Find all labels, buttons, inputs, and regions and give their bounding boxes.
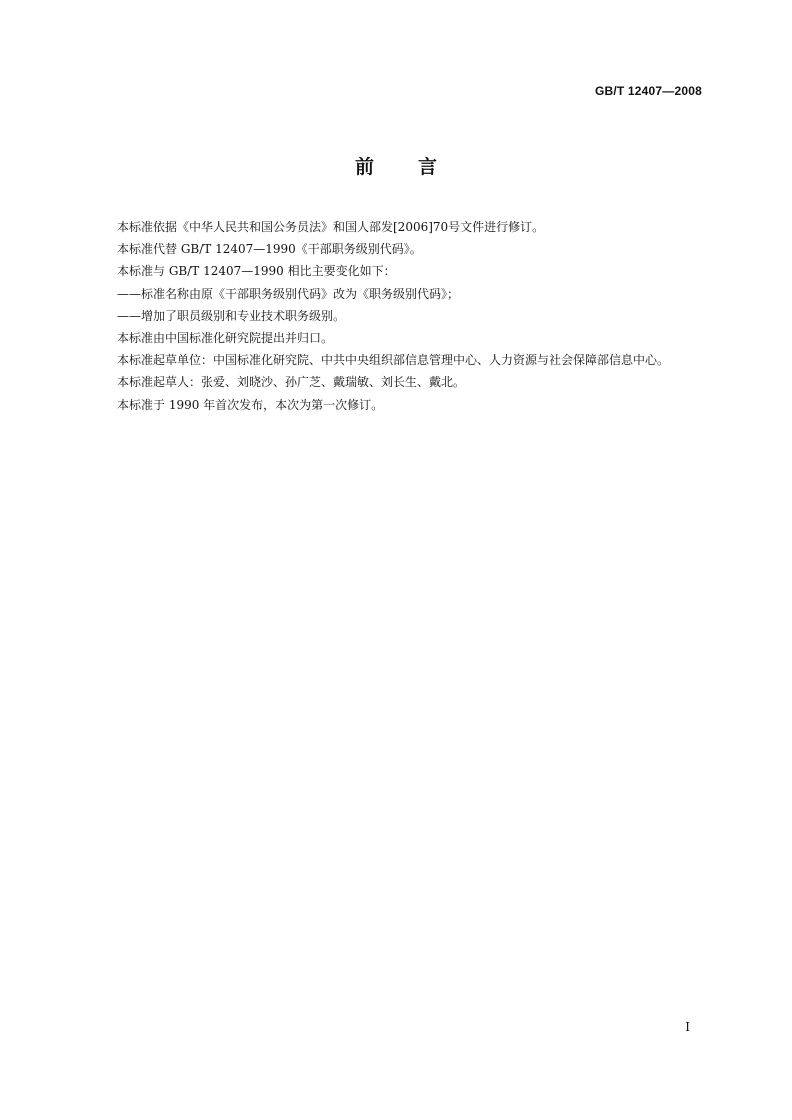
change-item-name: ——标准名称由原《干部职务级别代码》改为《职务级别代码》； — [117, 286, 460, 301]
paragraph-drafting-units: 本标准起草单位：中国标准化研究院、中共中央组织部信息管理中心、人力资源与社会保障部信息中心。 — [117, 353, 670, 368]
page-number: I — [685, 1020, 690, 1034]
foreword-body — [91, 216, 703, 416]
title-char-1: 前 — [354, 156, 374, 178]
page-title — [0, 152, 792, 179]
title-char-2: 言 — [418, 156, 438, 178]
paragraph-basis: 本标准依据《中华人民共和国公务员法》和国人部发[2006]70号文件进行修订。 — [117, 220, 545, 234]
paragraph-history: 本标准于 1990 年首次发布，本次为第一次修订。 — [117, 397, 384, 412]
paragraph-proposer: 本标准由中国标准化研究院提出并归口。 — [117, 331, 334, 346]
paragraph-replaces: 本标准代替 GB/T 12407—1990《干部职务级别代码》。 — [117, 242, 422, 257]
change-item-levels: ——增加了职员级别和专业技术职务级别。 — [117, 308, 346, 323]
standard-code: GB/T 12407—2008 — [594, 84, 702, 98]
paragraph-changes-intro: 本标准与 GB/T 12407—1990 相比主要变化如下： — [117, 264, 396, 279]
paragraph-drafters: 本标准起草人：张爱、刘晓沙、孙广芝、戴瑞敏、刘长生、戴北。 — [117, 375, 466, 390]
